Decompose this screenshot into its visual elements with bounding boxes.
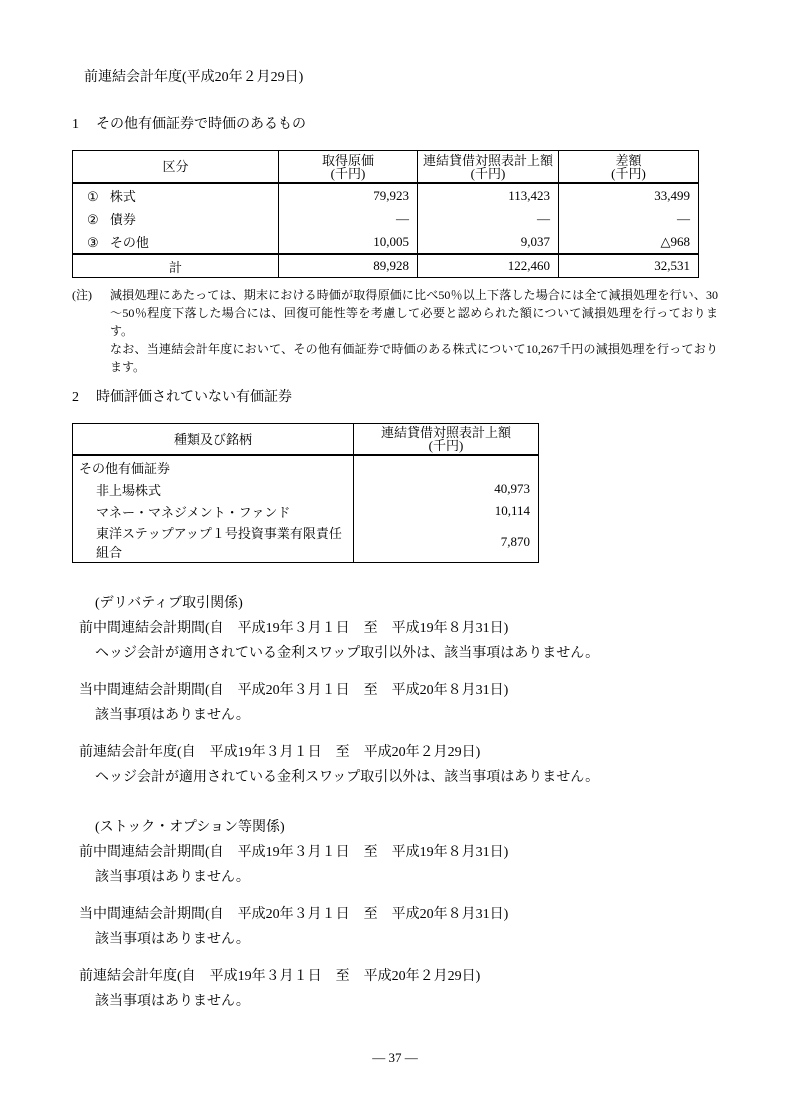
total-difference: 32,531: [559, 254, 699, 278]
period-body: 該当事項はありません。: [95, 870, 250, 885]
stock-options-heading: (ストック・オプション等関係): [95, 820, 285, 835]
derivatives-block: [72, 740, 718, 790]
cell-bs-amount: 7,870: [354, 522, 539, 563]
note-paragraph: なお、当連結会計年度において、その他有価証券で時価のある株式について10,267千円の減損処理を行っております。: [110, 342, 718, 374]
row-number-icon: ②: [87, 212, 99, 227]
stock-options-block: [72, 964, 718, 1014]
period-label: 当中間連結会計期間(自 平成20年３月１日 至 平成20年８月31日): [79, 907, 509, 922]
cell-bs-amount: 9,037: [418, 230, 559, 254]
cell-difference: 33,499: [559, 183, 699, 207]
cell-bs-amount: 10,114: [354, 500, 539, 522]
period-body: 該当事項はありません。: [95, 932, 250, 947]
cell-difference: △968: [559, 230, 699, 254]
note-body: [110, 286, 718, 376]
row-number-icon: ①: [87, 189, 99, 204]
table-row: [73, 500, 539, 522]
period-label: 当中間連結会計期間(自 平成20年３月１日 至 平成20年８月31日): [79, 683, 509, 698]
securities-without-market-value-table: [72, 423, 539, 563]
period-label: 前中間連結会計期間(自 平成19年３月１日 至 平成19年８月31日): [79, 845, 509, 860]
table1-total-row: [73, 254, 699, 278]
note-paragraph: 減損処理にあたっては、期末における時価が取得原価に比べ50％以上下落した場合には全て減損処理を行い、30～50％程度下落した場合には、回復可能性等を考慮して必要と認められた額について減損処理を行っております。: [110, 288, 718, 338]
fiscal-year-heading: 前連結会計年度(平成20年２月29日): [84, 70, 304, 85]
total-bs-amount: 122,460: [418, 254, 559, 278]
period-body: 該当事項はありません。: [95, 994, 250, 1009]
table-row: [73, 478, 539, 500]
period-body: ヘッジ会計が適用されている金利スワップ取引以外は、該当事項はありません。: [95, 770, 600, 785]
derivatives-section: [72, 591, 718, 790]
page-number: ― 37 ―: [372, 1050, 418, 1065]
table1-header-cost-unit: (千円): [330, 165, 366, 181]
cell-cost: ―: [279, 207, 418, 230]
period-body: ヘッジ会計が適用されている金利スワップ取引以外は、該当事項はありません。: [95, 646, 600, 661]
table-row: [73, 522, 539, 563]
table2-header-bs-amount-unit: (千円): [428, 438, 464, 453]
section1-number: 1: [72, 117, 79, 132]
section1-heading: [72, 117, 718, 133]
table2-header-bs-amount: 連結貸借対照表計上額 (千円): [354, 424, 539, 456]
table1-header-row: [73, 151, 699, 184]
table1-header-cost: 取得原価 (千円): [279, 151, 418, 184]
table1-header-bs-amount: 連結貸借対照表計上額 (千円): [418, 151, 559, 184]
cell-bs-amount: ―: [418, 207, 559, 230]
cell-cost: 10,005: [279, 230, 418, 254]
table1-header-difference-unit: (千円): [611, 165, 646, 181]
table1-header-category: 区分: [73, 151, 279, 184]
note-label: (注): [72, 288, 92, 302]
table2-header-row: [73, 424, 539, 456]
table-row: [73, 183, 699, 207]
table1-header-difference: 差額 (千円): [559, 151, 699, 184]
table-row: [73, 455, 539, 478]
stock-options-section: [72, 815, 718, 1014]
period-label: 前連結会計年度(自 平成19年３月１日 至 平成20年２月29日): [79, 969, 481, 984]
stock-options-block: [72, 902, 718, 952]
table2-header-type: 種類及び銘柄: [73, 424, 354, 456]
cell-cost: 79,923: [279, 183, 418, 207]
cell-difference: ―: [559, 207, 699, 230]
impairment-note: [72, 286, 718, 376]
row-number-icon: ③: [87, 235, 99, 250]
cell-bs-amount: [354, 455, 539, 478]
section2-heading: [72, 390, 718, 406]
total-label: 計: [73, 254, 279, 278]
row-toyo-stepup-fund: 東洋ステップアップ１号投資事業有限責任組合: [96, 526, 342, 560]
period-label: 前中間連結会計期間(自 平成19年３月１日 至 平成19年８月31日): [79, 621, 509, 636]
row-category-stocks: ① 株式: [87, 189, 136, 204]
cell-bs-amount: 113,423: [418, 183, 559, 207]
page-content: [72, 70, 718, 1026]
period-label: 前連結会計年度(自 平成19年３月１日 至 平成20年２月29日): [79, 745, 481, 760]
table2-header: [73, 424, 539, 456]
table-row: [73, 207, 699, 230]
stock-options-block: [72, 840, 718, 890]
derivatives-heading: (デリバティブ取引関係): [95, 596, 243, 611]
row-money-management-fund: マネー・マネジメント・ファンド: [96, 504, 291, 520]
table1-header: [73, 151, 699, 184]
row-other-securities: その他有価証券: [79, 460, 171, 476]
table1-header-bs-amount-unit: (千円): [470, 165, 506, 181]
cell-bs-amount: 40,973: [354, 478, 539, 500]
row-unlisted-stocks: 非上場株式: [96, 482, 162, 498]
derivatives-block: [72, 616, 718, 666]
table-row: [73, 230, 699, 254]
section2-title: 時価評価されていない有価証券: [96, 390, 292, 405]
derivatives-block: [72, 678, 718, 728]
row-category-other: ③ その他: [87, 235, 149, 250]
securities-with-market-value-table: [72, 150, 699, 278]
row-category-bonds: ② 債券: [87, 212, 136, 227]
total-cost: 89,928: [279, 254, 418, 278]
section2-number: 2: [72, 390, 79, 405]
section1-title: その他有価証券で時価のあるもの: [96, 117, 306, 132]
period-body: 該当事項はありません。: [95, 708, 250, 723]
